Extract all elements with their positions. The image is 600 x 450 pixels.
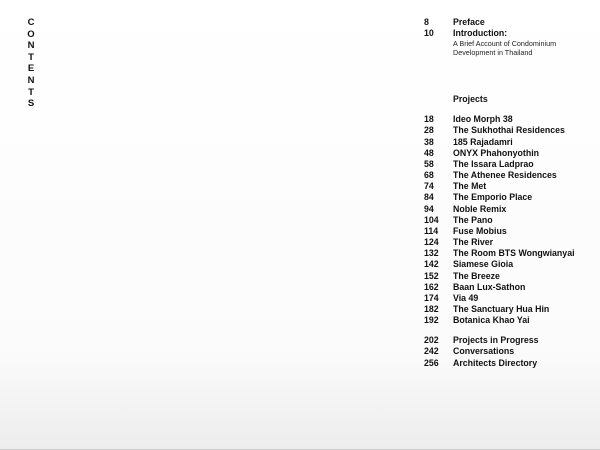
- toc-entry[interactable]: [424, 215, 594, 226]
- toc-entry[interactable]: [424, 159, 594, 170]
- toc-page-number: 18: [424, 114, 434, 125]
- toc-entry-title: The Athenee Residences: [453, 170, 557, 181]
- toc-entry-title: The Breeze: [453, 270, 500, 281]
- toc-page-number: 162: [424, 281, 439, 292]
- toc-entry[interactable]: [424, 204, 594, 215]
- toc-page-number: 68: [424, 170, 434, 181]
- toc-entry-subtitle: A Brief Account of Condominium Development in Thailand: [453, 39, 557, 58]
- toc-entry[interactable]: [424, 114, 594, 125]
- toc-entry-title: Preface: [453, 17, 485, 27]
- toc-page-number: 94: [424, 203, 434, 214]
- toc-entry-title: ONYX Phahonyothin: [453, 147, 540, 158]
- projects-heading: Projects: [453, 94, 488, 105]
- toc-entry[interactable]: [424, 237, 594, 248]
- toc-page-number: 10: [424, 28, 434, 39]
- contents-letter: E: [27, 63, 35, 75]
- toc-entry[interactable]: [424, 293, 594, 304]
- back-matter: [424, 335, 594, 368]
- toc-entry-title: The Sanctuary Hua Hin: [453, 303, 550, 314]
- contents-letter: O: [27, 28, 35, 40]
- contents-letter: C: [27, 17, 35, 28]
- toc-entry[interactable]: [424, 192, 594, 203]
- toc-page-number: 104: [424, 214, 439, 225]
- toc-entry[interactable]: [424, 259, 594, 270]
- toc-entry-title: The Issara Ladprao: [453, 158, 534, 169]
- toc-entry-title: Architects Directory: [453, 357, 538, 368]
- toc-page-number: 202: [424, 335, 439, 346]
- toc-entry[interactable]: [424, 271, 594, 282]
- toc-page-number: 192: [424, 315, 439, 326]
- toc-page-number: 174: [424, 292, 439, 303]
- contents-letter: N: [27, 74, 35, 86]
- toc-entry-title: Botanica Khao Yai: [453, 315, 530, 326]
- toc-entry-title: Fuse Mobius: [453, 225, 507, 236]
- toc-entry[interactable]: [424, 226, 594, 237]
- toc-entry-title: Introduction:: [453, 28, 508, 39]
- toc-page-number: 114: [424, 225, 439, 236]
- toc-entry-preface[interactable]: [424, 17, 594, 28]
- contents-letter: T: [28, 86, 34, 98]
- contents-letter: T: [28, 51, 34, 63]
- toc-entry-architects-directory[interactable]: [424, 358, 594, 369]
- toc-entry-conversations[interactable]: [424, 346, 594, 357]
- toc-entry-title: Via 49: [453, 292, 479, 303]
- toc-entry-projects-in-progress[interactable]: [424, 335, 594, 346]
- projects-list: [424, 114, 594, 326]
- toc-entry-introduction[interactable]: [424, 28, 594, 39]
- toc-entry-title: 185 Rajadamri: [453, 136, 513, 147]
- toc-page-number: 256: [424, 357, 439, 368]
- contents-letter: S: [27, 98, 35, 110]
- toc-page-number: 74: [424, 181, 434, 192]
- toc-entry-title: The Met: [453, 181, 487, 192]
- table-of-contents: [424, 17, 594, 369]
- toc-page-number: 152: [424, 270, 439, 281]
- toc-entry-title: Baan Lux-Sathon: [453, 281, 526, 292]
- toc-page-number: 124: [424, 237, 439, 248]
- toc-entry-title: Noble Remix: [453, 203, 507, 214]
- toc-entry[interactable]: [424, 304, 594, 315]
- toc-page-number: 28: [424, 125, 434, 136]
- toc-entry[interactable]: [424, 282, 594, 293]
- toc-entry-title: The River: [453, 237, 494, 248]
- toc-entry[interactable]: [424, 248, 594, 259]
- toc-entry[interactable]: [424, 181, 594, 192]
- toc-page-number: 242: [424, 346, 439, 357]
- toc-entry-title: Projects in Progress: [453, 335, 539, 346]
- toc-entry-title: The Pano: [453, 214, 493, 225]
- toc-entry-title: The Sukhothai Residences: [453, 125, 565, 136]
- toc-entry[interactable]: [424, 170, 594, 181]
- toc-page-number: 132: [424, 248, 439, 259]
- toc-page-number: 48: [424, 147, 434, 158]
- toc-entry-title: Ideo Morph 38: [453, 114, 513, 125]
- contents-letter: N: [27, 40, 35, 52]
- toc-page-number: 38: [424, 136, 434, 147]
- toc-entry[interactable]: [424, 137, 594, 148]
- toc-page-number: 182: [424, 303, 439, 314]
- toc-entry[interactable]: [424, 148, 594, 159]
- toc-page-number: 8: [424, 17, 429, 27]
- toc-page-number: 142: [424, 259, 439, 270]
- toc-page-number: 58: [424, 158, 434, 169]
- toc-entry-title: Conversations: [453, 346, 515, 357]
- contents-vertical-title: [26, 17, 36, 110]
- toc-entry[interactable]: [424, 125, 594, 136]
- toc-entry[interactable]: [424, 315, 594, 326]
- toc-entry-title: The Room BTS Wongwianyai: [453, 248, 575, 259]
- front-matter: [424, 17, 594, 57]
- toc-page-number: 84: [424, 192, 434, 203]
- toc-entry-title: Siamese Gioia: [453, 259, 514, 270]
- toc-entry-title: The Emporio Place: [453, 192, 533, 203]
